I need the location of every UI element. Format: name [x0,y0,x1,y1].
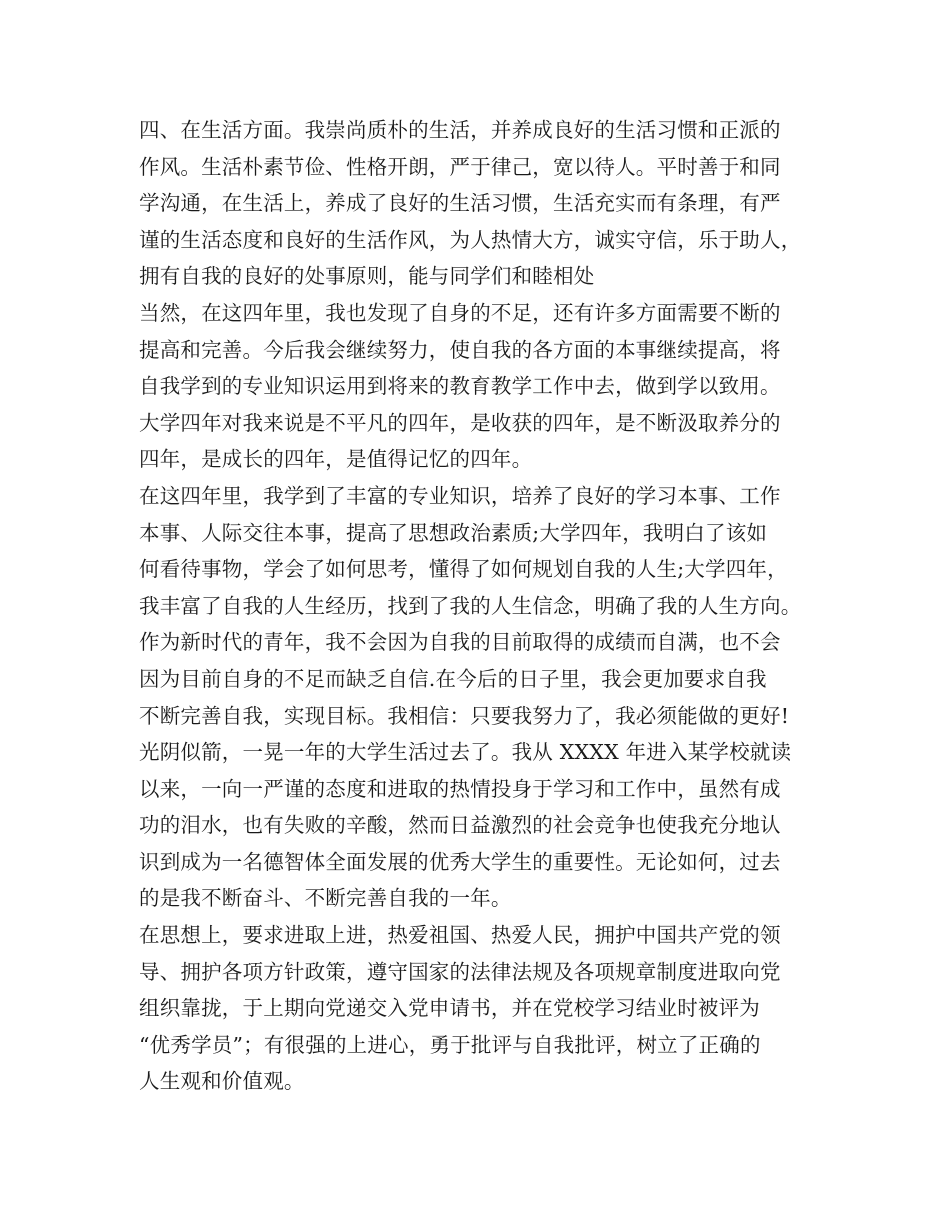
text-line: 学沟通，在生活上，养成了良好的生活习惯，生活充实而有条理，有严 [139,191,781,216]
text-line: 以来，一向一严谨的态度和进取的热情投身于学习和工作中，虽然有成 [139,776,781,801]
text-line: 谨的生活态度和良好的生活作风，为人热情大方，诚实守信，乐于助人， [139,227,802,252]
text-line: 四年，是成长的四年，是值得记忆的四年。 [139,447,533,472]
text-line: 本事、人际交往本事，提高了思想政治素质;大学四年，我明白了该如 [139,520,768,545]
text-line: 作风。生活朴素节俭、性格开朗，严于律己，宽以待人。平时善于和同 [139,154,781,179]
text-line: 我丰富了自我的人生经历，找到了我的人生信念，明确了我的人生方向。 [139,593,802,618]
text-line: “优秀学员”；有很强的上进心，勇于批评与自我批评，树立了正确的 [139,1032,761,1057]
text-line: 大学四年对我来说是不平凡的四年，是收获的四年，是不断汲取养分的 [139,410,781,435]
text-line: 何看待事物，学会了如何思考，懂得了如何规划自我的人生;大学四年， [139,557,788,582]
text-line: 拥有自我的良好的处事原则，能与同学们和睦相处 [139,264,595,289]
text-line: 功的泪水，也有失败的辛酸，然而日益激烈的社会竞争也使我充分地认 [139,813,781,838]
text-line: 当然，在这四年里，我也发现了自身的不足，还有许多方面需要不断的 [139,300,781,325]
text-line: 组织靠拢，于上期向党递交入党申请书，并在党校学习结业时被评为 [139,996,760,1021]
text-line: 人生观和价值观。 [139,1069,305,1094]
text-line: 自我学到的专业知识运用到将来的教育教学工作中去，做到学以致用。 [139,374,781,399]
text-line: 在这四年里，我学到了丰富的专业知识，培养了良好的学习本事、工作 [139,483,781,508]
text-line: 提高和完善。今后我会继续努力，使自我的各方面的本事继续提高，将 [139,337,781,362]
text-line: 的是我不断奋斗、不断完善自我的一年。 [139,886,512,911]
text-line: 光阴似箭，一晃一年的大学生活过去了。我从 XXXX 年进入某学校就读 [139,740,792,765]
text-line: 不断完善自我，实现目标。我相信：只要我努力了，我必须能做的更好! [139,703,790,728]
text-line: 作为新时代的青年，我不会因为自我的目前取得的成绩而自满，也不会 [139,630,781,655]
text-line: 导、拥护各项方针政策，遵守国家的法律法规及各项规章制度进取向党 [139,959,781,984]
document-body [139,112,839,1100]
text-line: 在思想上，要求进取上进，热爱祖国、热爱人民，拥护中国共产党的领 [139,923,781,948]
text-line: 因为目前自身的不足而缺乏自信.在今后的日子里，我会更加要求自我 [139,666,767,691]
text-line: 四、在生活方面。我崇尚质朴的生活，并养成良好的生活习惯和正派的 [139,118,781,142]
text-line: 识到成为一名德智体全面发展的优秀大学生的重要性。无论如何，过去 [139,849,781,874]
